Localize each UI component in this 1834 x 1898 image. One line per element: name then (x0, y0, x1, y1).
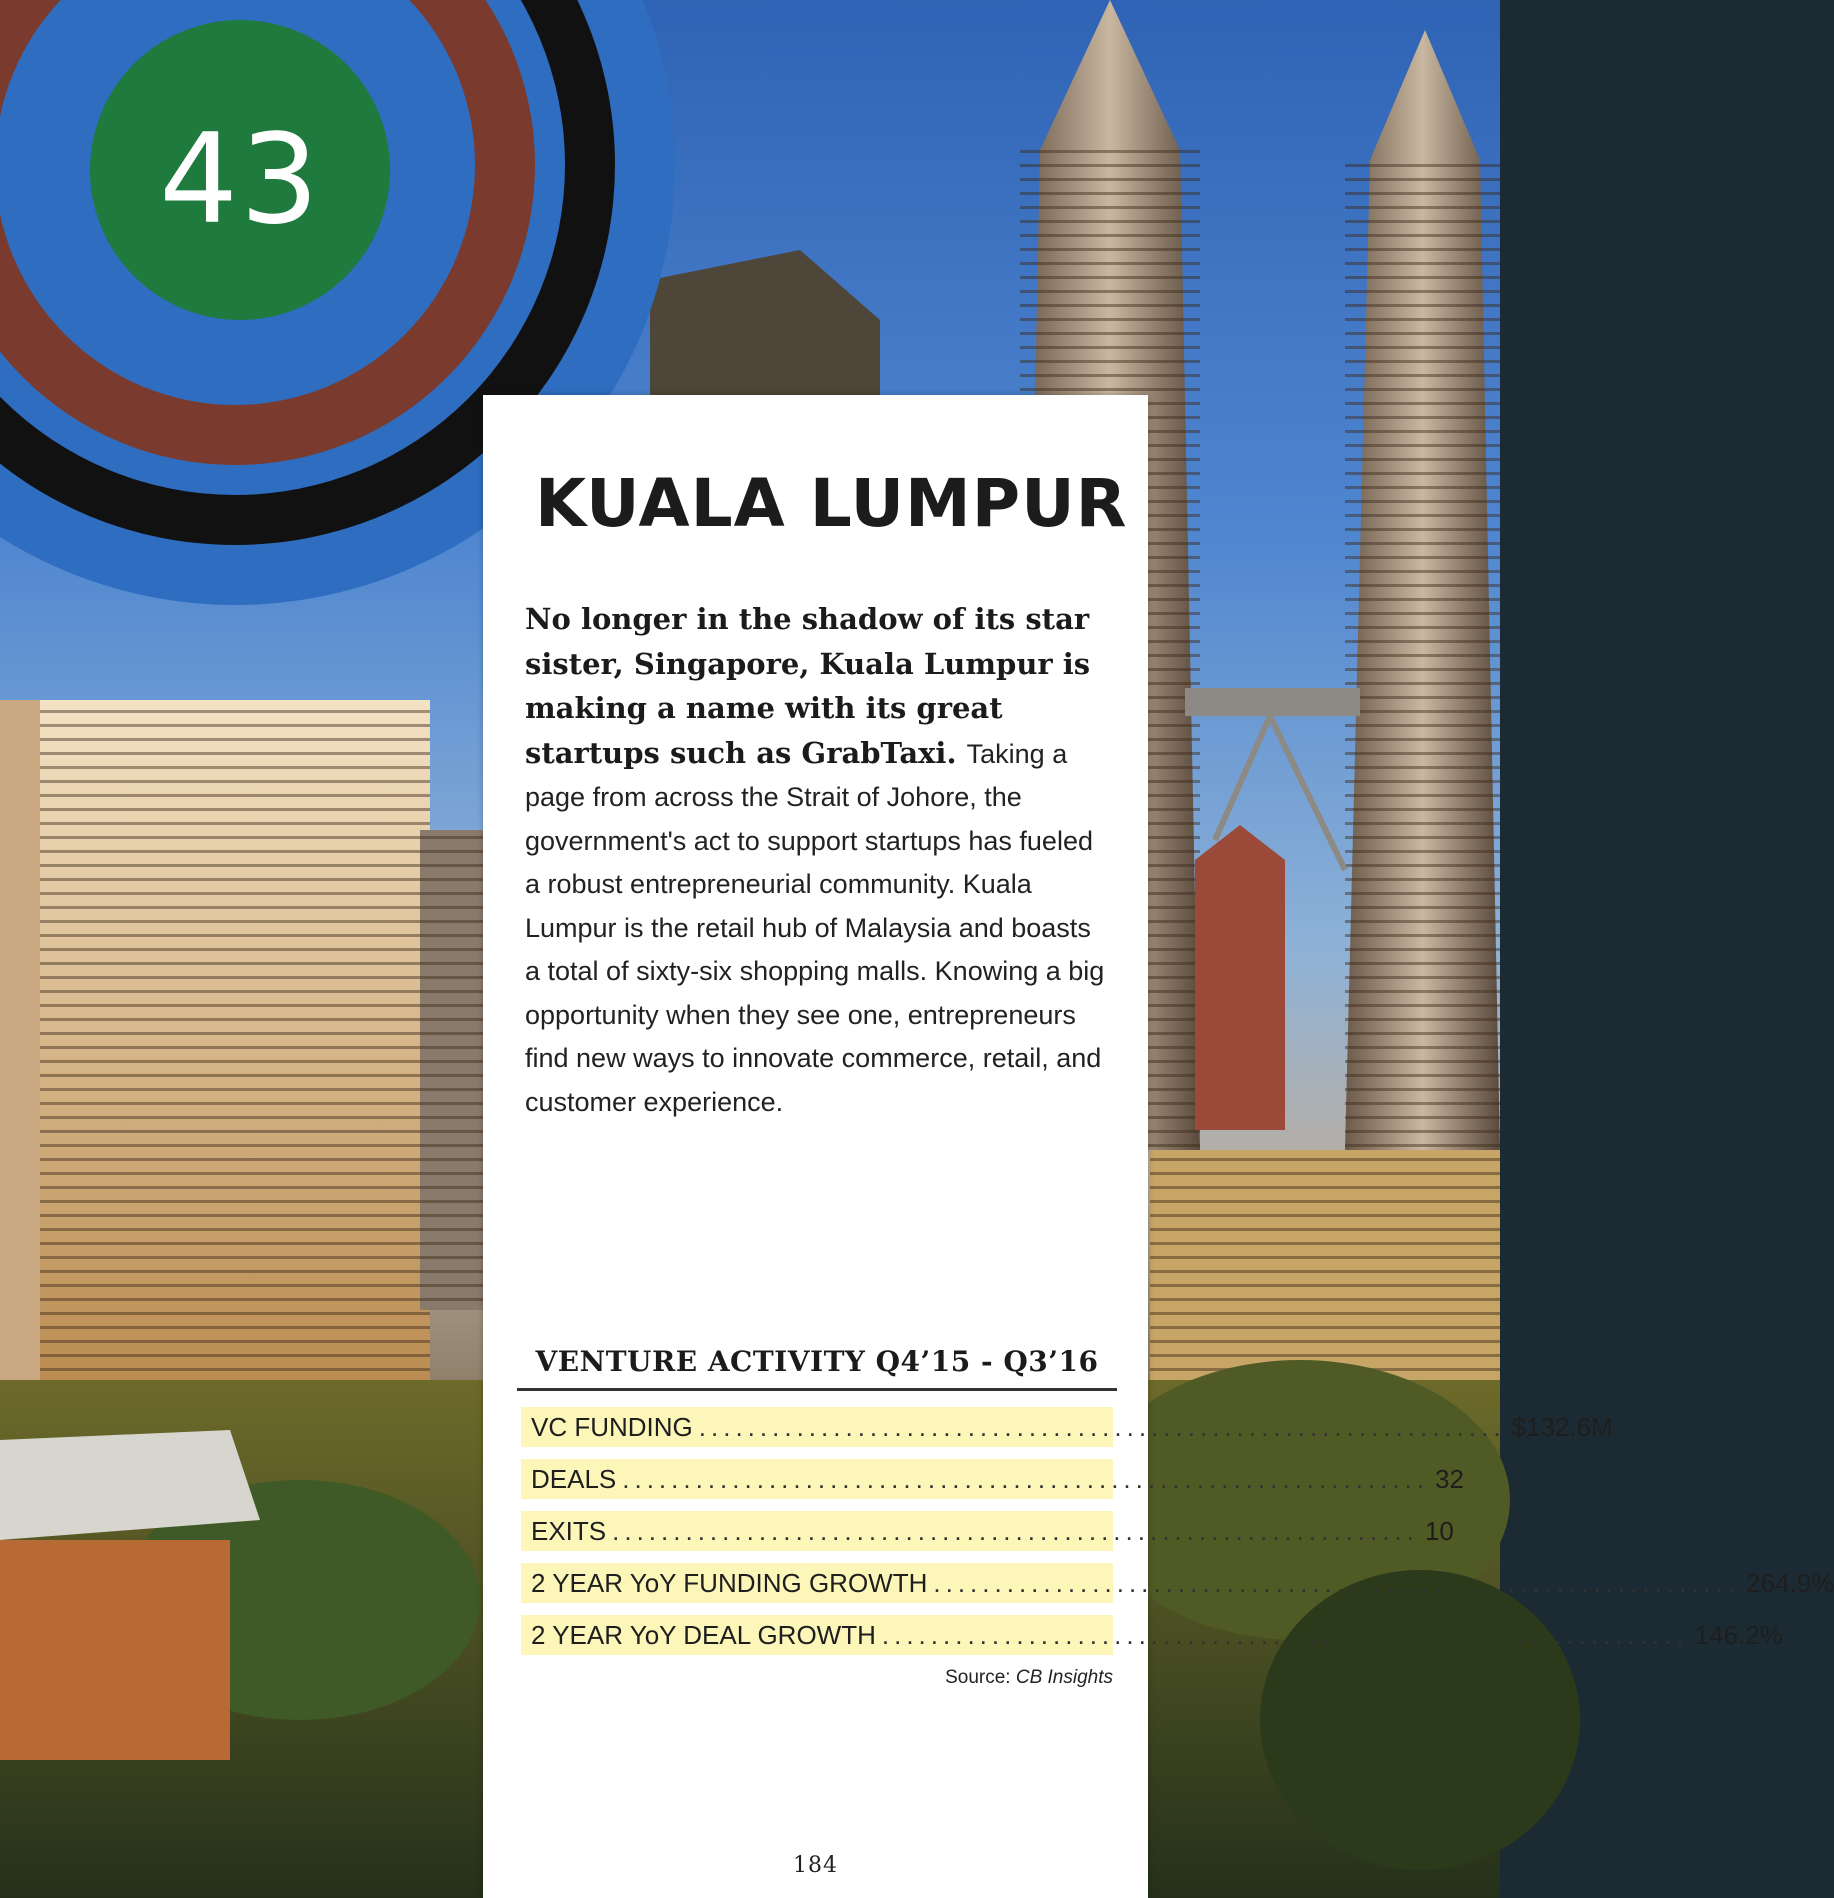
article-panel (483, 395, 1834, 1898)
stat-value: 32 (1435, 1464, 1464, 1494)
source-note (517, 1667, 1117, 1689)
city-title: KUALA LUMPUR (535, 465, 1128, 542)
stat-row-vc-funding (521, 1407, 1613, 1447)
leader-dots: .................................................................. (622, 1464, 1430, 1494)
article-body (525, 598, 1105, 1124)
article-lead: No longer in the shadow of its star sister, Singapore, Kuala Lumpur is making a name with its great startups such as GrabTaxi. (525, 602, 1091, 770)
venture-activity-box (517, 1345, 1834, 1689)
leader-dots: .................................................................. (612, 1516, 1419, 1546)
stat-label: 2 YEAR YoY FUNDING GROWTH (531, 1568, 928, 1598)
stat-row-funding-growth (521, 1563, 1834, 1603)
stat-label: 2 YEAR YoY DEAL GROWTH (531, 1620, 876, 1650)
source-prefix: Source: (945, 1667, 1016, 1688)
venture-activity-title: VENTURE ACTIVITY Q4’15 - Q3’16 (517, 1345, 1117, 1391)
source-name: CB Insights (1015, 1667, 1113, 1688)
leader-dots: .................................................................. (933, 1568, 1741, 1598)
stat-row-deals (521, 1459, 1464, 1499)
stat-row-deal-growth (521, 1615, 1783, 1655)
stat-label: EXITS (531, 1516, 607, 1546)
page-number: 184 (793, 1853, 838, 1878)
stat-label: DEALS (531, 1464, 617, 1494)
stat-label: VC FUNDING (531, 1412, 693, 1442)
rank-number: 43 (159, 108, 321, 252)
stat-value: 264.9% (1746, 1568, 1834, 1598)
article-text: Taking a page from across the Strait of Johore, the government's act to support startups has fueled a robust entrepreneurial community. Kuala Lumpur is the retail hub of Malaysia and boasts a total of sixty-six shopping malls. Knowing a big opportunity when they see one, entrepreneurs find new ways to innovate commerce, retail, and customer experience. (525, 738, 1105, 1117)
venture-stats-list (517, 1407, 1834, 1655)
stat-row-exits (521, 1511, 1454, 1551)
stat-value: 10 (1424, 1516, 1454, 1546)
stat-value: $132.6M (1511, 1412, 1613, 1442)
stat-value: 146.2% (1694, 1620, 1783, 1650)
leader-dots: .................................................................. (698, 1412, 1506, 1442)
leader-dots: .................................................................. (881, 1620, 1689, 1650)
